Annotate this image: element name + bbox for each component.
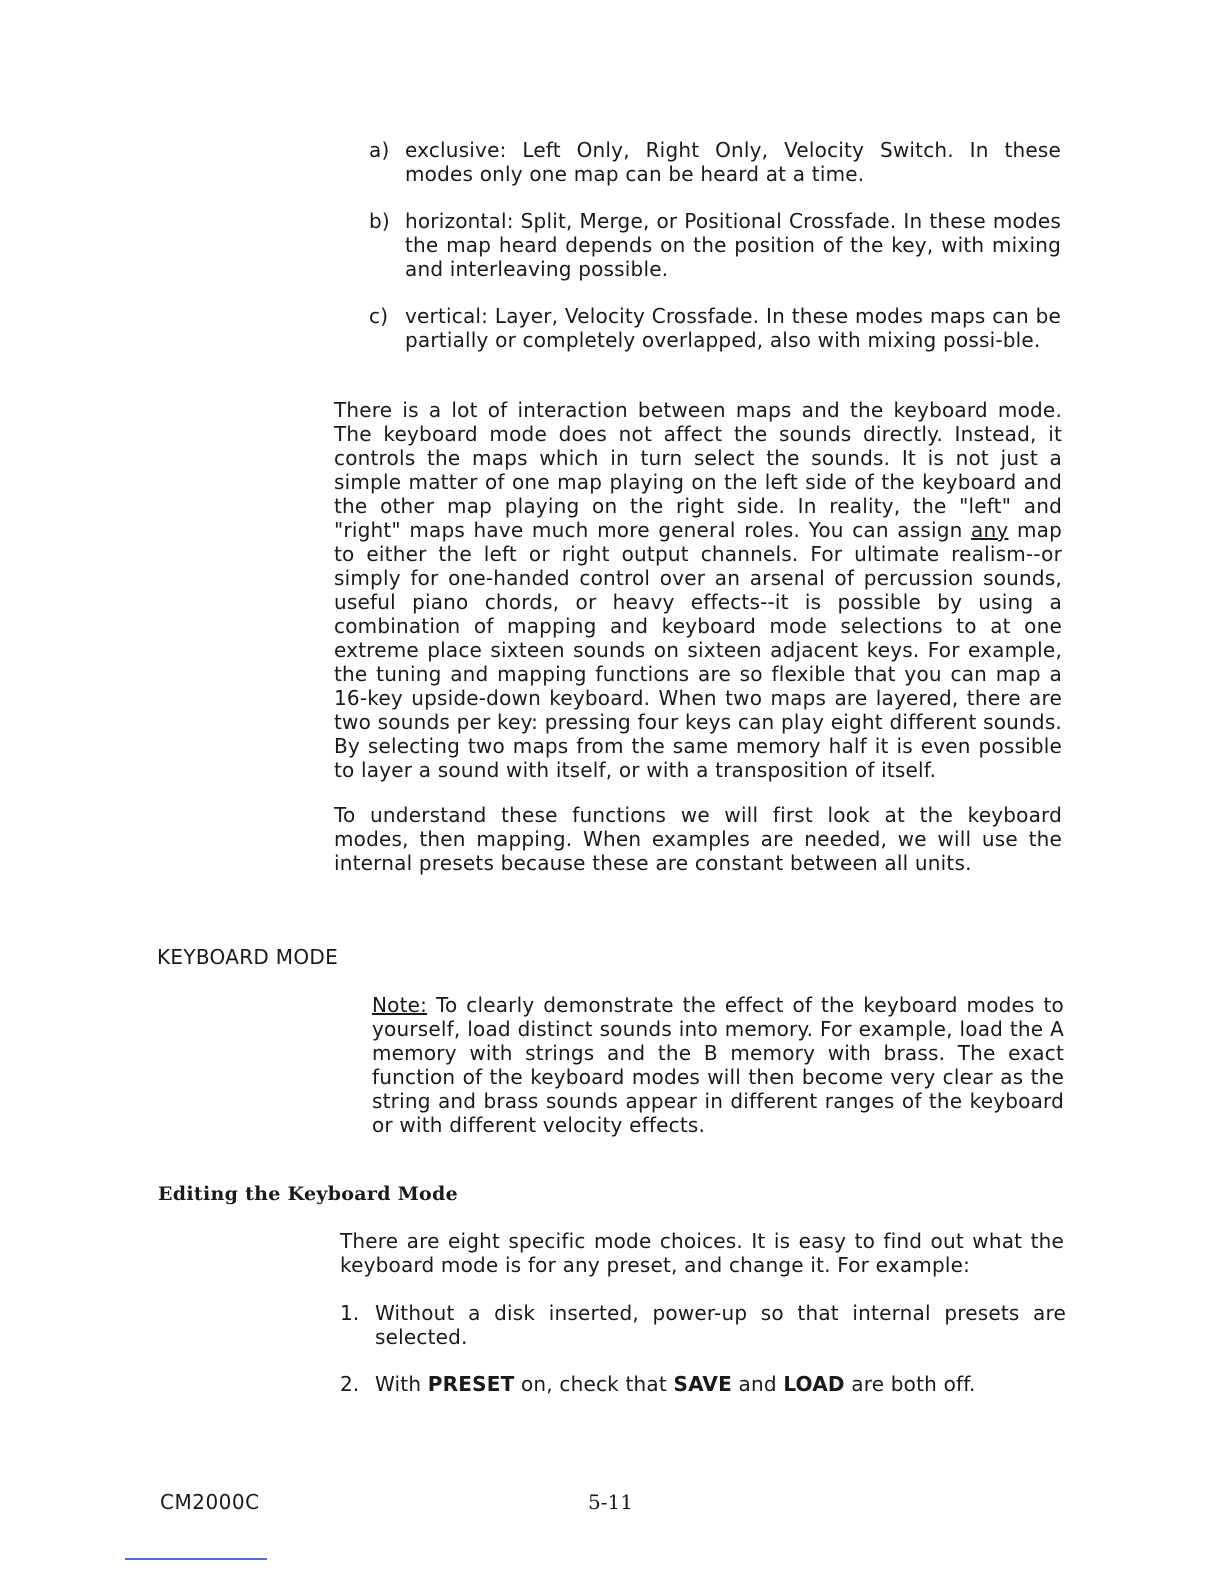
step-1 xyxy=(340,1301,1066,1349)
list-item-text: horizontal: Split, Merge, or Positional Crossfade. In these modes the map heard depends on the position of the key, with mixing and interleaving possible. xyxy=(405,209,1061,281)
key-preset: PRESET xyxy=(427,1372,515,1396)
emphasis-any: any xyxy=(971,518,1009,542)
scan-edge-line xyxy=(125,1558,267,1560)
paragraph-interaction xyxy=(334,398,1062,782)
footer-doc-id: CM2000C xyxy=(160,1490,260,1514)
list-item-text: vertical: Layer, Velocity Crossfade. In these modes maps can be partially or completely overlapped, also with mixing possi-ble. xyxy=(405,304,1061,352)
note-label: Note: xyxy=(372,993,428,1017)
footer-page-number: 5-11 xyxy=(588,1490,633,1514)
paragraph-eight-choices: There are eight specific mode choices. It is easy to find out what the keyboard mode is for any preset, and change it. For example: xyxy=(340,1229,1064,1277)
paragraph-understand: To understand these functions we will first look at the keyboard modes, then mapping. When examples are needed, we will use the internal presets because these are constant between all units. xyxy=(334,803,1062,875)
list-item-c xyxy=(369,304,1061,376)
step-number: 2. xyxy=(340,1372,360,1396)
step-2 xyxy=(340,1372,1066,1396)
list-item-a xyxy=(369,138,1061,186)
key-load: LOAD xyxy=(783,1372,845,1396)
step-text: With PRESET on, check that SAVE and LOAD are both off. xyxy=(375,1372,976,1396)
list-marker: a) xyxy=(369,138,390,162)
key-save: SAVE xyxy=(673,1372,732,1396)
note-paragraph xyxy=(372,993,1064,1137)
step-text: Without a disk inserted, power-up so that internal presets are selected. xyxy=(375,1301,1066,1349)
list-marker: c) xyxy=(369,304,389,328)
list-marker: b) xyxy=(369,209,390,233)
step-number: 1. xyxy=(340,1301,360,1325)
list-item-b xyxy=(369,209,1061,281)
note-text: To clearly demonstrate the effect of the keyboard modes to yourself, load distinct sounds into memory. For example, load the A memory with strings and the B memory with brass. The exact function of the keyboard modes will then become very clear as the string and brass sounds appear in different ranges of the keyboard or with different velocity effects. xyxy=(372,993,1064,1137)
paragraph-text-part1: There is a lot of interaction between maps and the keyboard mode. The keyboard mode does not affect the sounds directly. Instead, it controls the maps which in turn select the sounds. It is not just a simple matter of one map playing on the left side of the keyboard and the other map playing on the right side. In reality, the "left" and "right" maps have much more general roles. You can assign xyxy=(334,398,1062,542)
subsection-heading-editing: Editing the Keyboard Mode xyxy=(158,1183,458,1205)
paragraph-text-part2: map to either the left or right output channels. For ultimate realism--or simply for one-handed control over an arsenal of percussion sounds, useful piano chords, or heavy effects--it is possible by using a combination of mapping and keyboard mode selections to at one extreme place sixteen sounds on sixteen adjacent keys. For example, the tuning and mapping functions are so flexible that you can map a 16-key upside-down keyboard. When two maps are layered, there are two sounds per key: pressing four keys can play eight different sounds. By selecting two maps from the same memory half it is even possible to layer a sound with itself, or with a transposition of itself. xyxy=(334,518,1062,782)
list-item-text: exclusive: Left Only, Right Only, Velocity Switch. In these modes only one map can be heard at a time. xyxy=(405,138,1061,186)
section-heading-keyboard-mode: KEYBOARD MODE xyxy=(157,945,338,969)
